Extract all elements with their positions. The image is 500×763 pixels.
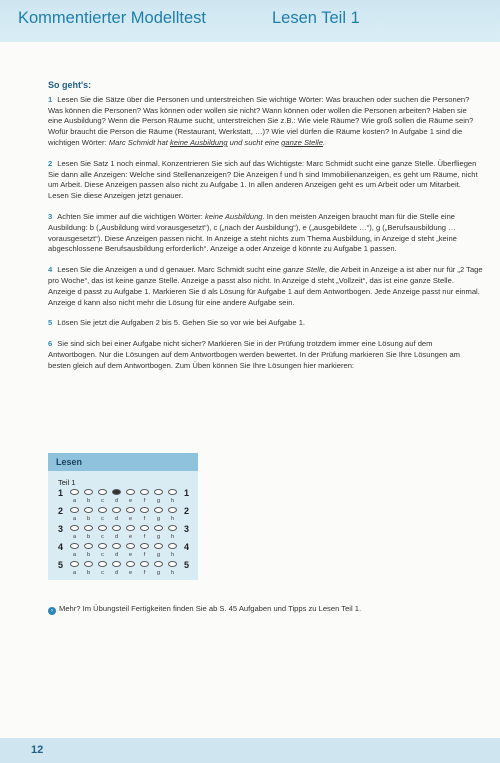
answer-bubble-1-g[interactable] bbox=[154, 489, 163, 495]
answer-letter: d bbox=[114, 534, 119, 540]
answer-bubble-4-a[interactable] bbox=[70, 543, 79, 549]
answer-bubble-1-c[interactable] bbox=[98, 489, 107, 495]
answer-row-number: 2 bbox=[184, 506, 190, 516]
header-left-title: Kommentierter Modelltest bbox=[18, 9, 206, 27]
answer-bubble-3-g[interactable] bbox=[154, 525, 163, 531]
step-6 bbox=[48, 339, 483, 371]
answer-bubble-5-b[interactable] bbox=[84, 561, 93, 567]
step-italic: ganze Stelle bbox=[283, 265, 325, 275]
answer-letter: b bbox=[86, 516, 91, 522]
answer-sheet-title: Lesen bbox=[48, 453, 198, 471]
answer-letter: h bbox=[170, 570, 175, 576]
step-number: 6 bbox=[48, 339, 53, 349]
answer-letter: c bbox=[101, 552, 104, 558]
answer-bubble-4-d[interactable] bbox=[112, 543, 121, 549]
answer-letter: f bbox=[143, 516, 146, 522]
answer-letter: a bbox=[72, 552, 77, 558]
step-4 bbox=[48, 265, 483, 308]
answer-letter: e bbox=[128, 498, 133, 504]
answer-bubble-3-c[interactable] bbox=[98, 525, 107, 531]
answer-letter: h bbox=[170, 534, 175, 540]
answer-letters bbox=[58, 499, 198, 507]
page-number: 12 bbox=[31, 744, 44, 756]
section-title: So geht's: bbox=[48, 80, 92, 90]
answer-bubble-4-c[interactable] bbox=[98, 543, 107, 549]
answer-bubble-5-e[interactable] bbox=[126, 561, 135, 567]
more-hint bbox=[48, 604, 361, 615]
answer-letter: g bbox=[156, 570, 161, 576]
answer-bubble-4-b[interactable] bbox=[84, 543, 93, 549]
answer-row-number: 4 bbox=[58, 542, 64, 552]
answer-letter: f bbox=[143, 570, 146, 576]
answer-bubble-2-f[interactable] bbox=[140, 507, 149, 513]
answer-bubble-5-h[interactable] bbox=[168, 561, 177, 567]
answer-letter: e bbox=[128, 570, 133, 576]
answer-bubble-5-d[interactable] bbox=[112, 561, 121, 567]
step-text: Lesen Sie Satz 1 noch einmal. Konzentrieren Sie sich auf das Wichtigste: Marc Schmidt sucht eine ganze Stelle. Überfliegen Sie dann alle Anzeigen: Welche sind Stellenanzeigen? Die Anzeigen f und h sind Immobilienanzeigen, es geht um Räume, nicht um Arbeit. Diese Anzeigen passen also nicht zu Aufgabe 1. In allen anderen Anzeigen geht es um Arbeit oder um Mitarbeit. Lesen Sie diese Anzeigen jetzt genauer. bbox=[48, 158, 478, 201]
answer-letter: d bbox=[114, 498, 119, 504]
answer-letters bbox=[58, 535, 198, 543]
answer-bubble-5-f[interactable] bbox=[140, 561, 149, 567]
answer-bubble-1-d[interactable] bbox=[112, 489, 121, 495]
answer-bubble-2-g[interactable] bbox=[154, 507, 163, 513]
answer-letter: e bbox=[128, 534, 133, 540]
step-italic: keine Ausbildung bbox=[204, 211, 263, 221]
answer-letter: g bbox=[156, 516, 161, 522]
answer-bubble-2-d[interactable] bbox=[112, 507, 121, 513]
answer-letter: g bbox=[156, 552, 161, 558]
step-text: Lesen Sie die Sätze über die Personen und unterstreichen Sie wichtige Wörter: Was brauchen oder suchen die Personen? Was können die Personen? Was können oder wollen sie nicht? Wann können oder wollen die Personen arbeiten? Haben sie eine Ausbildung? Wenn die Person Räume sucht, unterstreichen Sie z.B.: Wie viele Räume? Wie groß sollen die Räume sein? Wofür braucht die Person die Räume (Restaurant, Werkstatt, …)? Wie viel dürfen die Räume kosten? In Aufgabe 1 sind die wichtigen Wörter: bbox=[48, 94, 474, 147]
answer-row-number: 4 bbox=[184, 542, 190, 552]
answer-letter: c bbox=[101, 534, 104, 540]
answer-bubble-4-h[interactable] bbox=[168, 543, 177, 549]
answer-bubble-2-h[interactable] bbox=[168, 507, 177, 513]
answer-bubble-2-b[interactable] bbox=[84, 507, 93, 513]
answer-letter: f bbox=[143, 552, 146, 558]
answer-row-number: 5 bbox=[184, 560, 190, 570]
answer-letters bbox=[58, 553, 198, 561]
answer-row-number: 2 bbox=[58, 506, 64, 516]
answer-bubble-3-f[interactable] bbox=[140, 525, 149, 531]
answer-letter: b bbox=[86, 552, 91, 558]
answer-row-number: 5 bbox=[58, 560, 64, 570]
answer-letter: b bbox=[86, 534, 91, 540]
answer-bubble-1-e[interactable] bbox=[126, 489, 135, 495]
step-text: Achten Sie immer auf die wichtigen Wörter: bbox=[57, 211, 205, 221]
answer-letter: f bbox=[143, 498, 146, 504]
answer-letter: c bbox=[101, 516, 104, 522]
answer-letter: d bbox=[114, 570, 119, 576]
answer-letter: b bbox=[86, 498, 91, 504]
answer-row-number: 3 bbox=[58, 524, 64, 534]
answer-letter: a bbox=[72, 498, 77, 504]
answer-bubble-3-h[interactable] bbox=[168, 525, 177, 531]
step-text: Lösen Sie jetzt die Aufgaben 2 bis 5. Gehen Sie so vor wie bei Aufgabe 1. bbox=[57, 318, 306, 328]
step-text: . bbox=[322, 137, 326, 147]
answer-bubble-3-d[interactable] bbox=[112, 525, 121, 531]
step-underline: ganze Stelle bbox=[281, 137, 323, 147]
step-underline: keine Ausbildung bbox=[169, 137, 228, 147]
answer-letter: a bbox=[72, 570, 77, 576]
more-text: Mehr? Im Übungsteil Fertigkeiten finden Sie ab S. 45 Aufgaben und Tipps zu Lesen Teil 1. bbox=[59, 604, 362, 613]
answer-bubble-3-a[interactable] bbox=[70, 525, 79, 531]
answer-letter: h bbox=[170, 516, 175, 522]
answer-bubble-3-e[interactable] bbox=[126, 525, 135, 531]
answer-letter: d bbox=[114, 516, 119, 522]
step-number: 4 bbox=[48, 265, 53, 275]
answer-bubble-5-c[interactable] bbox=[98, 561, 107, 567]
answer-letter: h bbox=[170, 552, 175, 558]
answer-bubble-1-b[interactable] bbox=[84, 489, 93, 495]
header-right-title: Lesen Teil 1 bbox=[272, 9, 360, 27]
page-header bbox=[0, 0, 500, 42]
answer-letter: g bbox=[156, 498, 161, 504]
answer-letter: f bbox=[143, 534, 146, 540]
step-italic: und sucht eine bbox=[227, 137, 282, 147]
answer-sheet bbox=[48, 453, 198, 580]
answer-bubble-5-g[interactable] bbox=[154, 561, 163, 567]
step-italic: Marc Schmidt hat bbox=[108, 137, 170, 147]
answer-letter: d bbox=[114, 552, 119, 558]
answer-bubble-2-c[interactable] bbox=[98, 507, 107, 513]
answer-letters bbox=[58, 571, 198, 579]
answer-bubble-4-g[interactable] bbox=[154, 543, 163, 549]
step-number: 3 bbox=[48, 211, 53, 221]
answer-letter: g bbox=[156, 534, 161, 540]
answer-bubble-1-h[interactable] bbox=[168, 489, 177, 495]
answer-letter: a bbox=[72, 534, 77, 540]
answer-letters bbox=[58, 517, 198, 525]
answer-bubble-4-f[interactable] bbox=[140, 543, 149, 549]
step-text: . In den meisten Anzeigen braucht man für die Stelle eine Ausbildung: b („Ausbildung wird vorausgesetzt“), c („nach der Ausbildung“), e („ausgebildete …“), g („Berufsausbildung … vorausgesetzt“). Diese Anzeigen passen nicht. In Anzeige a steht nichts zum Thema Ausbildung, in Anzeige d steht „keine abgeschlossene Berufsausbildung erforderlich“. Anzeige a oder Anzeige d könnte zu Aufgabe 1 passen. bbox=[48, 211, 457, 254]
step-text: Sie sind sich bei einer Aufgabe nicht sicher? Markieren Sie in der Prüfung trotzdem immer eine Lösung auf dem Antwortbogen. Nur die Lösungen auf dem Antwortbogen werden bewertet. In der Prüfung markieren Sie Ihre Lösungen am besten gleich auf dem Antwortbogen. Zum Üben können Sie Ihre Lösungen hier markieren: bbox=[48, 339, 461, 370]
step-3 bbox=[48, 212, 483, 255]
step-number: 5 bbox=[48, 318, 53, 328]
answer-letter: c bbox=[101, 498, 104, 504]
answer-bubble-1-a[interactable] bbox=[70, 489, 79, 495]
answer-sheet-part: Teil 1 bbox=[58, 478, 76, 487]
answer-letter: e bbox=[128, 516, 133, 522]
answer-row-number: 1 bbox=[184, 488, 190, 498]
answer-letter: a bbox=[72, 516, 77, 522]
answer-letter: e bbox=[128, 552, 133, 558]
answer-bubble-1-f[interactable] bbox=[140, 489, 149, 495]
step-number: 1 bbox=[48, 94, 53, 104]
answer-bubble-5-a[interactable] bbox=[70, 561, 79, 567]
answer-bubble-3-b[interactable] bbox=[84, 525, 93, 531]
step-1 bbox=[48, 95, 483, 149]
step-text: Lesen Sie die Anzeigen a und d genauer. Marc Schmidt sucht eine bbox=[57, 265, 284, 275]
answer-grid bbox=[48, 489, 198, 579]
page-footer bbox=[0, 738, 500, 763]
instructions bbox=[48, 80, 483, 382]
answer-bubble-2-e[interactable] bbox=[126, 507, 135, 513]
step-number: 2 bbox=[48, 158, 53, 168]
answer-letter: h bbox=[170, 498, 175, 504]
step-text: , die Arbeit in Anzeige a ist aber nur für „2 Tage pro Woche“, das ist keine ganze Stelle. Anzeige a passt also nicht. In Anzeige d steht „Vollzeit“, das ist eine ganze Stelle. Anzeige d passt zu Aufgabe 1. Markieren Sie d als Lösung für Aufgabe 1 auf dem Antwortbogen. Jede Anzeige passt nur einmal. Anzeige d kann also nicht mehr die Lösung für eine andere Aufgabe sein. bbox=[48, 265, 483, 307]
answer-row-number: 1 bbox=[58, 488, 64, 498]
step-5 bbox=[48, 318, 483, 329]
answer-letter: c bbox=[101, 570, 104, 576]
step-2 bbox=[48, 159, 483, 202]
answer-bubble-4-e[interactable] bbox=[126, 543, 135, 549]
arrow-icon: › bbox=[48, 607, 56, 615]
answer-letter: b bbox=[86, 570, 91, 576]
answer-bubble-2-a[interactable] bbox=[70, 507, 79, 513]
answer-row-number: 3 bbox=[184, 524, 190, 534]
